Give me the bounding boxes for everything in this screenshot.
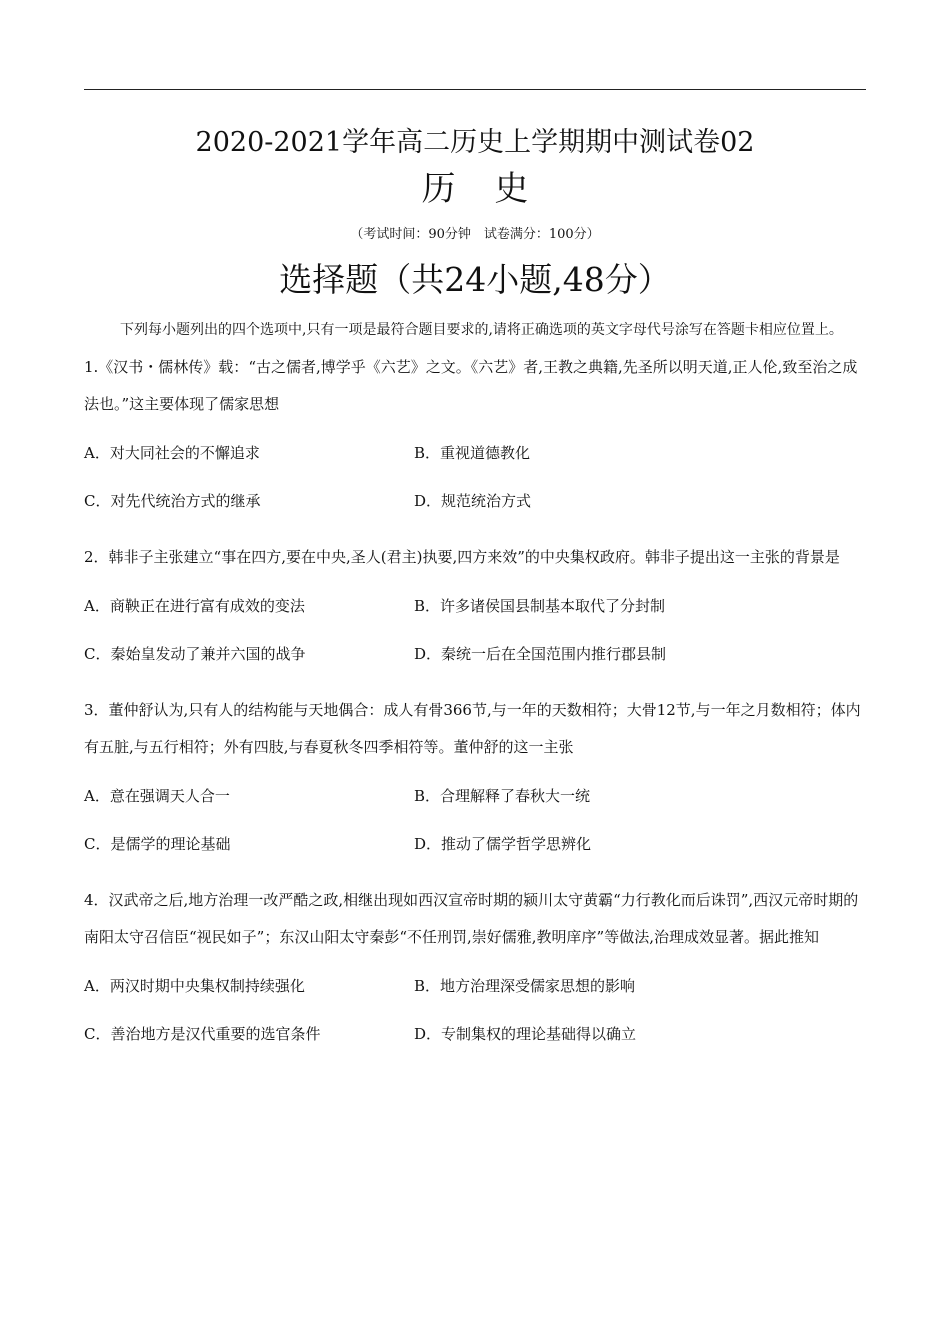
option-b: B．重视道德教化	[414, 444, 531, 462]
option-d: D．专制集权的理论基础得以确立	[414, 1025, 637, 1043]
options	[84, 772, 866, 868]
question-text: 2．韩非子主张建立“事在四方,要在中央,圣人(君主)执要,四方来效”的中央集权政府。韩非子提出这一主张的背景是	[84, 548, 840, 566]
option-b: B．地方治理深受儒家思想的影响	[414, 977, 636, 995]
question-2	[84, 539, 866, 678]
option-d: D．推动了儒学哲学思辨化	[414, 835, 592, 853]
option-c: C．是儒学的理论基础	[84, 835, 231, 853]
question-text: 1.《汉书・儒林传》载：“古之儒者,博学乎《六艺》之文。《六艺》者,王教之典籍,先圣所以明天道,正人伦,致至治之成法也。”这主要体现了儒家思想	[84, 358, 858, 413]
exam-title: 2020-2021学年高二历史上学期期中测试卷02	[195, 127, 755, 158]
option-b: B．许多诸侯国县制基本取代了分封制	[414, 597, 666, 615]
option-a: A．对大同社会的不懈追求	[84, 444, 260, 462]
section-title: 选择题（共24小题,48分）	[279, 260, 671, 299]
option-a: A．两汉时期中央集权制持续强化	[84, 977, 305, 995]
option-a: A．商鞅正在进行富有成效的变法	[84, 597, 305, 615]
option-d: D．规范统治方式	[414, 492, 532, 510]
option-c: C．秦始皇发动了兼并六国的战争	[84, 645, 306, 663]
option-c: C．善治地方是汉代重要的选官条件	[84, 1025, 321, 1043]
options	[84, 429, 866, 525]
options	[84, 582, 866, 678]
option-c: C．对先代统治方式的继承	[84, 492, 261, 510]
question-body	[84, 312, 866, 1058]
question-1	[84, 349, 866, 525]
exam-meta: （考试时间：90分钟 试卷满分：100分）	[350, 227, 600, 242]
question-4	[84, 882, 866, 1058]
options	[84, 962, 866, 1058]
question-text: 3．董仲舒认为,只有人的结构能与天地偶合：成人有骨366节,与一年的天数相符；大骨12节,与一年之月数相符；体内有五脏,与五行相符；外有四肢,与春夏秋冬四季相符等。董仲舒的这一主张	[84, 701, 861, 756]
option-a: A．意在强调天人合一	[84, 787, 230, 805]
option-b: B．合理解释了春秋大一统	[414, 787, 591, 805]
question-3	[84, 692, 866, 868]
subject-title: 历 史	[421, 169, 529, 209]
option-d: D．秦统一后在全国范围内推行郡县制	[414, 645, 667, 663]
instructions: 下列每小题列出的四个选项中,只有一项是最符合题目要求的,请将正确选项的英文字母代号涂写在答题卡相应位置上。	[120, 322, 843, 338]
top-rule	[84, 89, 866, 90]
question-text: 4．汉武帝之后,地方治理一改严酷之政,相继出现如西汉宣帝时期的颍川太守黄霸“力行教化而后诛罚”,西汉元帝时期的南阳太守召信臣“视民如子”；东汉山阳太守秦彭“不任刑罚,崇好儒雅,教明庠序”等做法,治理成效显著。据此推知	[84, 891, 859, 946]
